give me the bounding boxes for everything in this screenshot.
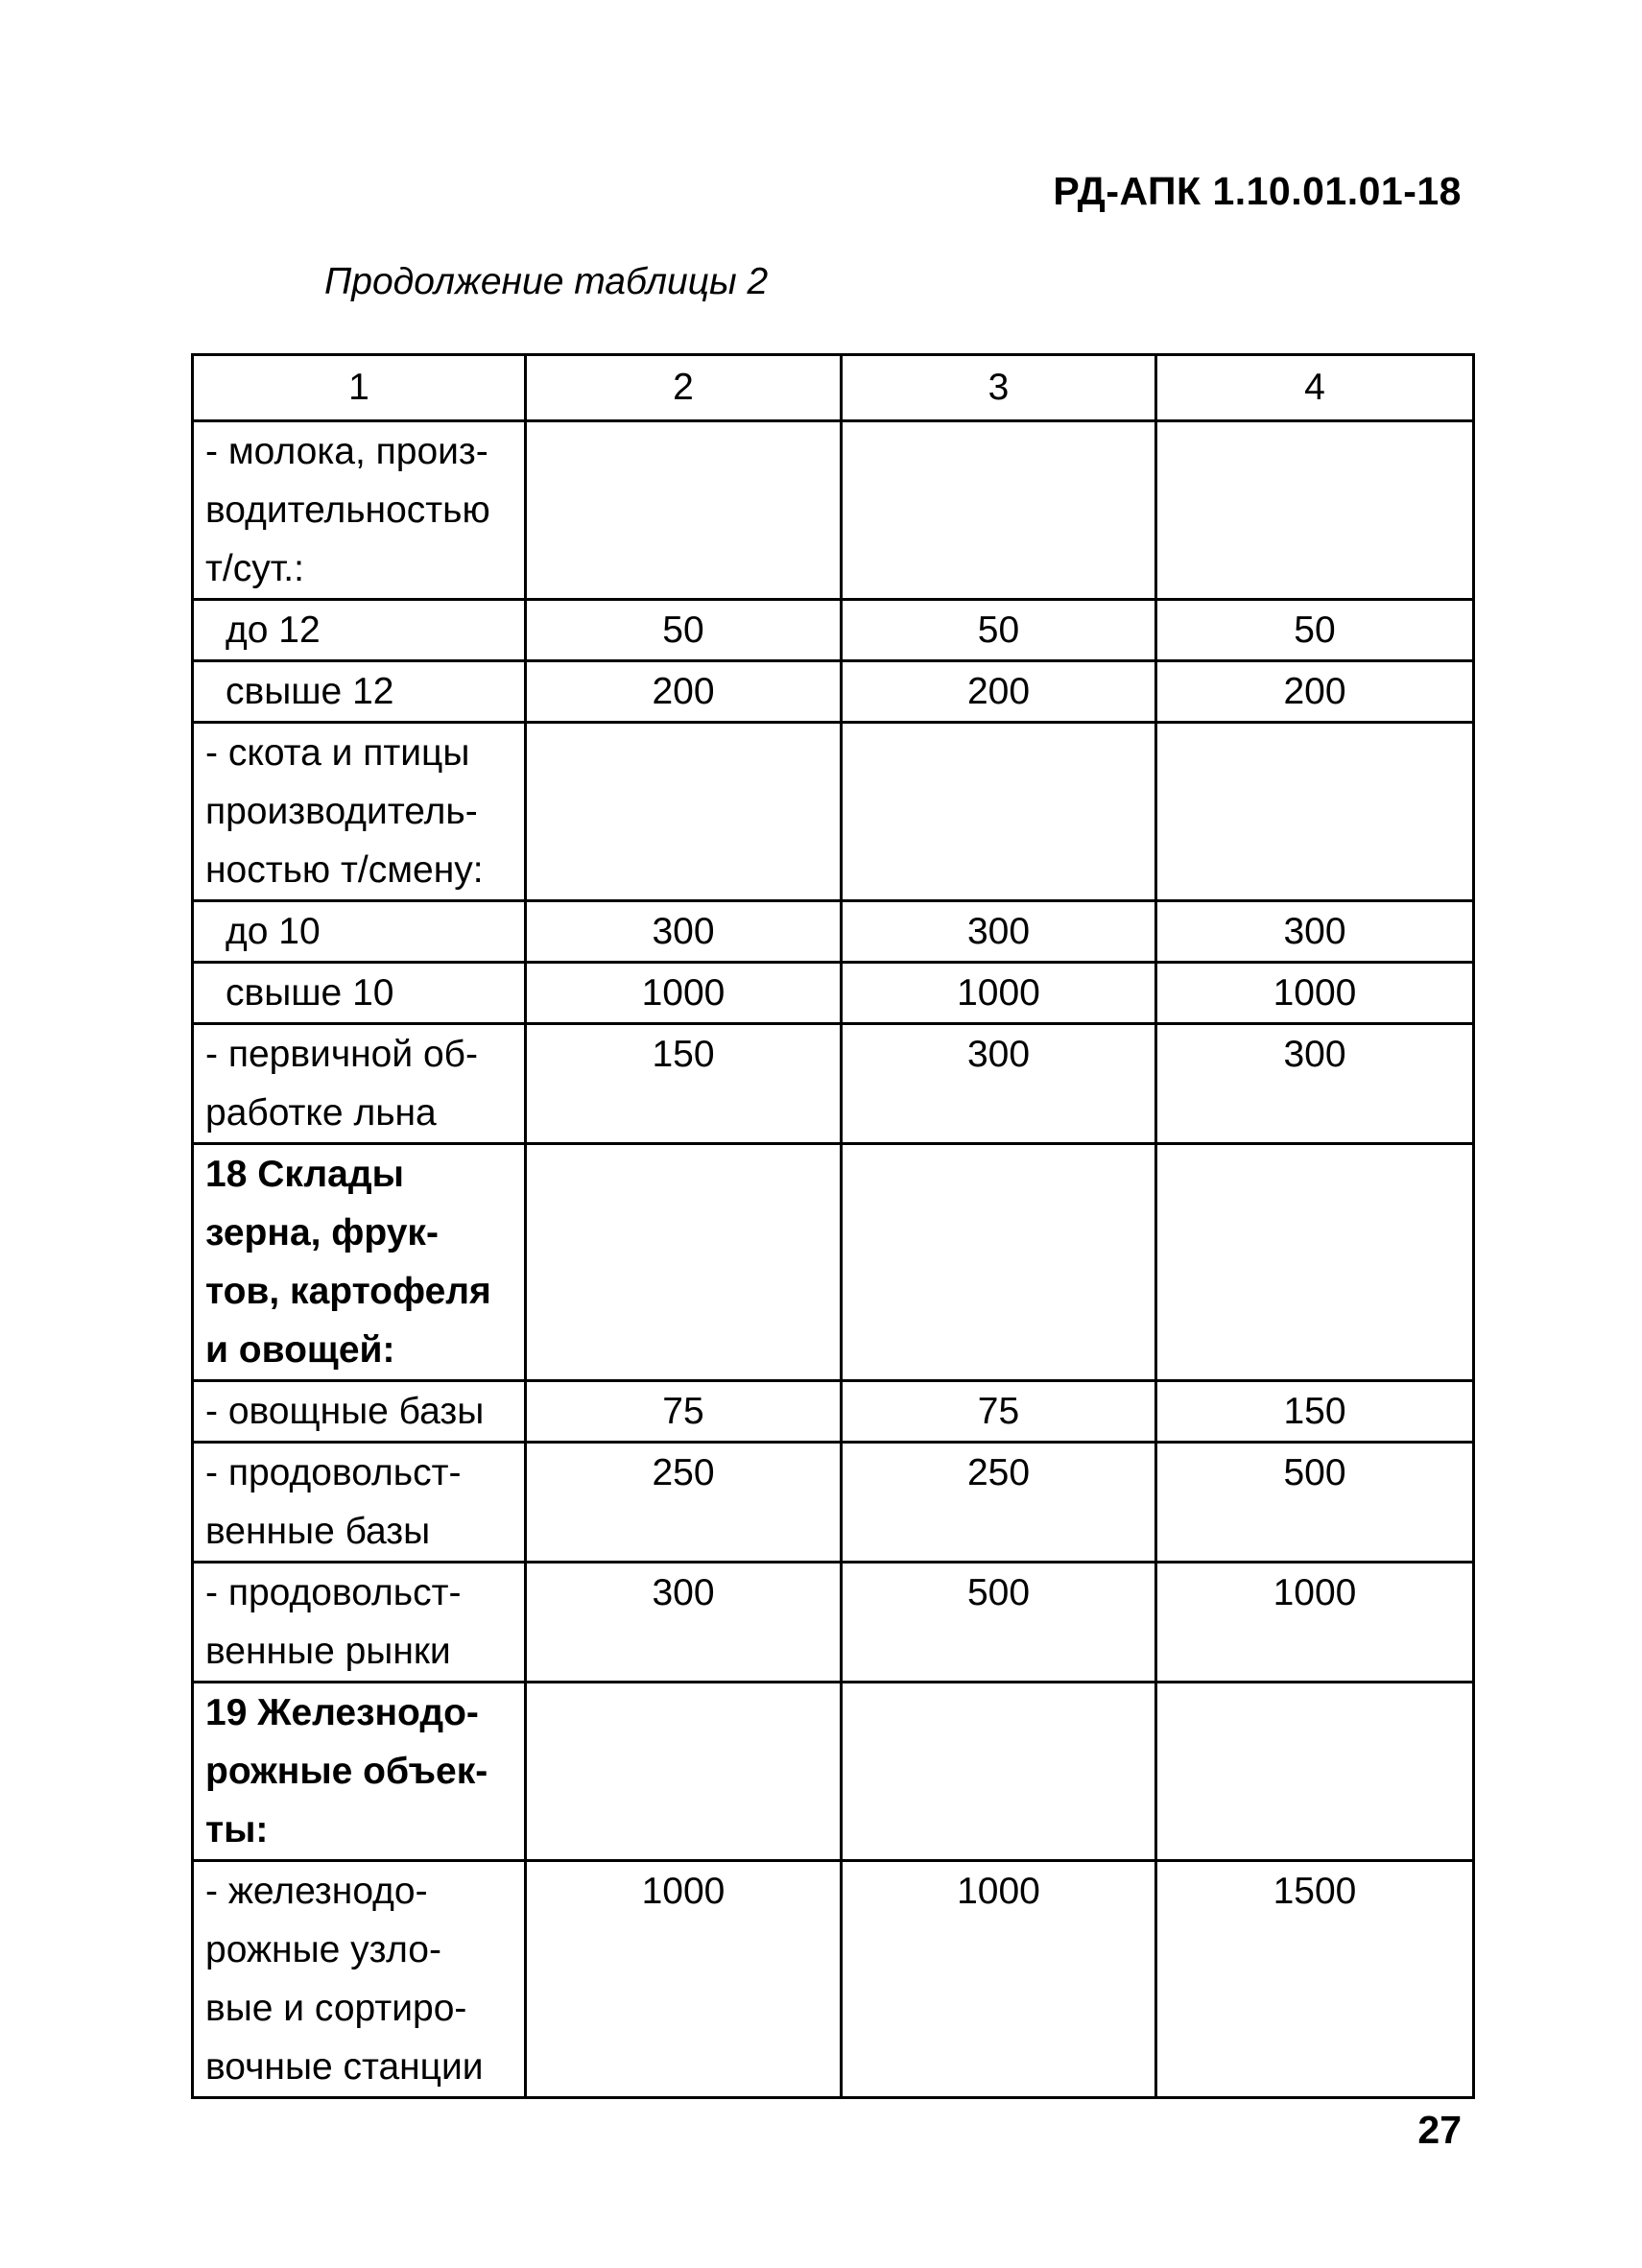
row-label: до 12 [193,600,526,661]
cell-value [1156,421,1474,600]
row-label: - продовольст- венные базы [193,1443,526,1563]
table-row [193,421,1474,600]
table-row [193,661,1474,723]
cell-value: 300 [842,901,1156,963]
cell-value: 1500 [1156,1861,1474,2098]
cell-value: 300 [526,901,842,963]
cell-value: 1000 [526,1861,842,2098]
cell-value [842,723,1156,901]
table-row [193,1024,1474,1144]
section-heading: 18 Склады зерна, фрук- тов, картофеля и овощей: [193,1144,526,1381]
table-row [193,723,1474,901]
cell-value: 150 [526,1024,842,1144]
page-number: 27 [1417,2108,1462,2152]
cell-value: 200 [842,661,1156,723]
cell-value [526,421,842,600]
table-row [193,1563,1474,1683]
cell-value: 250 [842,1443,1156,1563]
cell-value: 1000 [842,1861,1156,2098]
cell-value [1156,1144,1474,1381]
row-label: - продовольст- венные рынки [193,1563,526,1683]
cell-value: 1000 [842,963,1156,1024]
table-row [193,1861,1474,2098]
table-row [193,901,1474,963]
cell-value [526,1683,842,1861]
cell-value [842,421,1156,600]
cell-value: 500 [1156,1443,1474,1563]
table-row [193,1683,1474,1861]
table-row [193,1381,1474,1443]
document-code: РД-АПК 1.10.01.01-18 [1053,169,1462,213]
cell-value [1156,723,1474,901]
cell-value [842,1683,1156,1861]
row-label: - овощные базы [193,1381,526,1443]
cell-value: 50 [1156,600,1474,661]
column-number-row [193,355,1474,421]
row-label: свыше 12 [193,661,526,723]
cell-value: 1000 [526,963,842,1024]
cell-value: 250 [526,1443,842,1563]
cell-value: 300 [1156,1024,1474,1144]
cell-value: 200 [1156,661,1474,723]
row-label: - молока, произ- водительностью т/сут.: [193,421,526,600]
table-row [193,1144,1474,1381]
column-number: 1 [193,355,526,421]
cell-value: 75 [526,1381,842,1443]
table-row [193,1443,1474,1563]
row-label: до 10 [193,901,526,963]
cell-value [1156,1683,1474,1861]
row-label: свыше 10 [193,963,526,1024]
section-heading: 19 Железнодо- рожные объек- ты: [193,1683,526,1861]
table-caption: Продолжение таблицы 2 [324,261,769,302]
cell-value: 500 [842,1563,1156,1683]
table-row [193,963,1474,1024]
cell-value: 150 [1156,1381,1474,1443]
cell-value [526,723,842,901]
column-number: 3 [842,355,1156,421]
cell-value: 50 [526,600,842,661]
column-number: 2 [526,355,842,421]
cell-value: 75 [842,1381,1156,1443]
cell-value: 300 [842,1024,1156,1144]
cell-value: 300 [1156,901,1474,963]
table-row [193,600,1474,661]
cell-value: 50 [842,600,1156,661]
cell-value [526,1144,842,1381]
column-number: 4 [1156,355,1474,421]
cell-value: 200 [526,661,842,723]
row-label: - первичной об- работке льна [193,1024,526,1144]
row-label: - железнодо- рожные узло- вые и сортиро- вочные станции [193,1861,526,2098]
cell-value: 300 [526,1563,842,1683]
cell-value: 1000 [1156,963,1474,1024]
cell-value [842,1144,1156,1381]
row-label: - скота и птицы производитель- ностью т/смену: [193,723,526,901]
data-table [191,353,1475,2099]
cell-value: 1000 [1156,1563,1474,1683]
